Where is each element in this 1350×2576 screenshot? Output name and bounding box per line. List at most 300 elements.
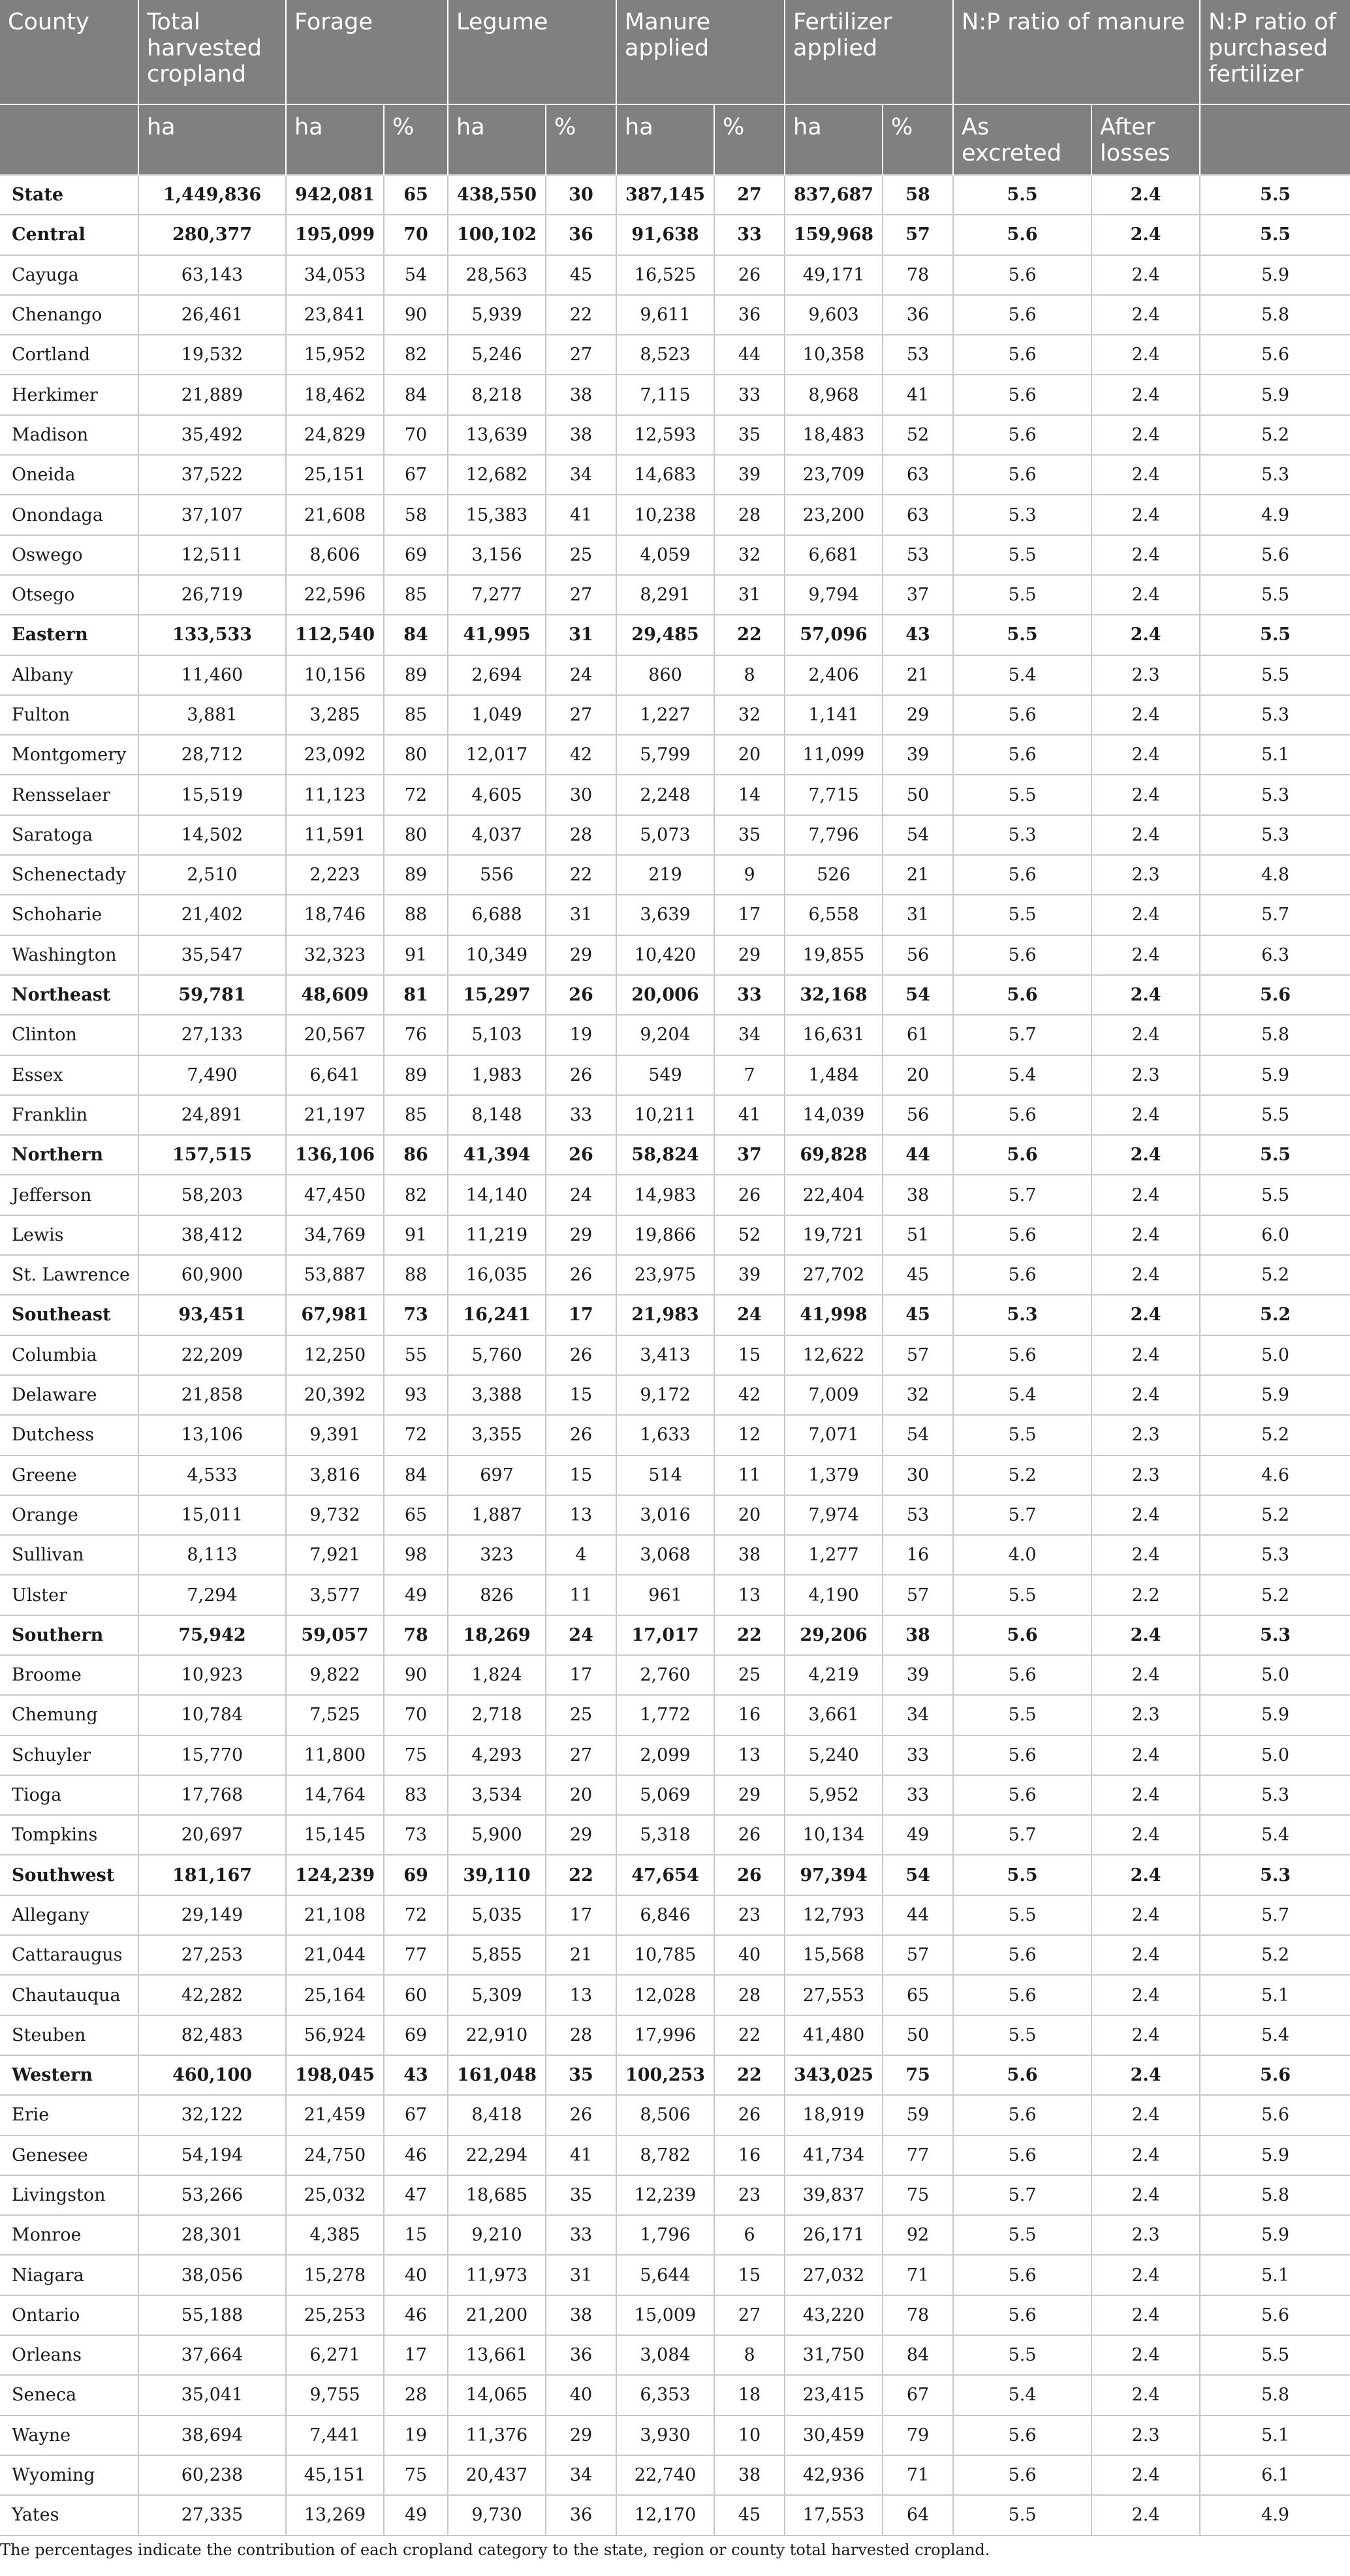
fertilizer-pct-cell: 33 xyxy=(883,1735,953,1775)
manure-pct-cell: 29 xyxy=(714,935,785,975)
legume-ha-cell: 5,900 xyxy=(448,1815,546,1855)
county-cell: Yates xyxy=(0,2495,138,2535)
manure-ha-cell: 8,506 xyxy=(616,2095,714,2135)
np-excreted-cell: 5.6 xyxy=(953,1215,1091,1255)
forage-pct-cell: 84 xyxy=(384,375,448,414)
forage-ha-cell: 11,591 xyxy=(286,815,384,855)
np-fertilizer-cell: 5.8 xyxy=(1200,295,1350,335)
fertilizer-pct-cell: 36 xyxy=(883,295,953,335)
forage-pct-cell: 70 xyxy=(384,415,448,455)
manure-ha-cell: 23,975 xyxy=(616,1255,714,1295)
table-row xyxy=(0,1415,1350,1455)
np-excreted-cell: 5.5 xyxy=(953,1575,1091,1615)
manure-ha-cell: 3,016 xyxy=(616,1495,714,1535)
np-after-losses-cell: 2.4 xyxy=(1091,1855,1200,1895)
manure-pct-cell: 22 xyxy=(714,2015,785,2055)
np-after-losses-cell: 2.4 xyxy=(1091,775,1200,815)
forage-ha-cell: 112,540 xyxy=(286,615,384,655)
county-cell: Orange xyxy=(0,1495,138,1535)
fertilizer-ha-cell: 23,200 xyxy=(785,495,883,535)
forage-pct-cell: 72 xyxy=(384,1895,448,1935)
legume-pct-cell: 29 xyxy=(546,1215,616,1255)
manure-ha-cell: 3,413 xyxy=(616,1335,714,1375)
table-row xyxy=(0,1895,1350,1935)
np-fertilizer-cell: 6.0 xyxy=(1200,1215,1350,1255)
fertilizer-ha-cell: 69,828 xyxy=(785,1135,883,1175)
np-fertilizer-cell: 5.3 xyxy=(1200,1775,1350,1815)
manure-pct-cell: 28 xyxy=(714,1975,785,2015)
county-cell: St. Lawrence xyxy=(0,1255,138,1295)
np-excreted-cell: 5.6 xyxy=(953,695,1091,735)
np-excreted-cell: 5.5 xyxy=(953,2215,1091,2255)
county-cell: Schuyler xyxy=(0,1735,138,1775)
np-fertilizer-cell: 4.9 xyxy=(1200,495,1350,535)
np-fertilizer-cell: 6.1 xyxy=(1200,2455,1350,2495)
manure-pct-cell: 23 xyxy=(714,2175,785,2215)
np-excreted-cell: 5.7 xyxy=(953,1175,1091,1215)
legume-pct-cell: 27 xyxy=(546,575,616,615)
fertilizer-ha-cell: 12,793 xyxy=(785,1895,883,1935)
fertilizer-pct-cell: 77 xyxy=(883,2135,953,2175)
legume-ha-cell: 21,200 xyxy=(448,2295,546,2335)
np-excreted-cell: 5.6 xyxy=(953,375,1091,414)
np-fertilizer-cell: 5.1 xyxy=(1200,2415,1350,2455)
forage-pct-cell: 84 xyxy=(384,615,448,655)
forage-pct-cell: 85 xyxy=(384,695,448,735)
np-after-losses-cell: 2.4 xyxy=(1091,1335,1200,1375)
fertilizer-pct-cell: 49 xyxy=(883,1815,953,1855)
fertilizer-pct-cell: 56 xyxy=(883,935,953,975)
table-row xyxy=(0,1055,1350,1095)
np-after-losses-cell: 2.3 xyxy=(1091,1695,1200,1735)
county-cell: Livingston xyxy=(0,2175,138,2215)
manure-ha-cell: 8,523 xyxy=(616,335,714,375)
manure-ha-cell: 387,145 xyxy=(616,175,714,215)
table-row xyxy=(0,415,1350,455)
legume-ha-cell: 14,065 xyxy=(448,2375,546,2415)
forage-pct-cell: 40 xyxy=(384,2255,448,2295)
county-cell: Orleans xyxy=(0,2335,138,2375)
county-cell: State xyxy=(0,175,138,215)
manure-ha-cell: 4,059 xyxy=(616,535,714,575)
legume-ha-cell: 1,824 xyxy=(448,1655,546,1695)
legume-ha-cell: 14,140 xyxy=(448,1175,546,1215)
fertilizer-pct-cell: 31 xyxy=(883,895,953,935)
np-fertilizer-cell: 5.5 xyxy=(1200,655,1350,695)
np-fertilizer-cell: 5.5 xyxy=(1200,1135,1350,1175)
np-after-losses-cell: 2.4 xyxy=(1091,615,1200,655)
np-excreted-cell: 5.6 xyxy=(953,1335,1091,1375)
forage-ha-cell: 24,829 xyxy=(286,415,384,455)
np-after-losses-cell: 2.4 xyxy=(1091,1135,1200,1175)
fertilizer-ha-cell: 18,483 xyxy=(785,415,883,455)
np-after-losses-cell: 2.4 xyxy=(1091,1375,1200,1415)
np-after-losses-cell: 2.4 xyxy=(1091,1935,1200,1975)
table-row xyxy=(0,375,1350,414)
manure-pct-cell: 33 xyxy=(714,375,785,414)
manure-pct-cell: 23 xyxy=(714,1895,785,1935)
total-ha-cell: 93,451 xyxy=(138,1295,286,1335)
forage-ha-cell: 13,269 xyxy=(286,2495,384,2535)
fertilizer-pct-cell: 75 xyxy=(883,2175,953,2215)
np-after-losses-cell: 2.4 xyxy=(1091,2295,1200,2335)
np-fertilizer-cell: 5.1 xyxy=(1200,2255,1350,2295)
np-fertilizer-cell: 5.9 xyxy=(1200,2215,1350,2255)
manure-pct-cell: 31 xyxy=(714,575,785,615)
legume-ha-cell: 7,277 xyxy=(448,575,546,615)
table-row xyxy=(0,1935,1350,1975)
legume-ha-cell: 5,760 xyxy=(448,1335,546,1375)
total-ha-cell: 75,942 xyxy=(138,1615,286,1655)
fertilizer-pct-cell: 75 xyxy=(883,2055,953,2095)
legume-ha-cell: 13,639 xyxy=(448,415,546,455)
total-ha-cell: 60,238 xyxy=(138,2455,286,2495)
table-row xyxy=(0,1095,1350,1135)
fertilizer-ha-cell: 39,837 xyxy=(785,2175,883,2215)
table-row xyxy=(0,455,1350,495)
legume-ha-cell: 22,294 xyxy=(448,2135,546,2175)
legume-pct-cell: 15 xyxy=(546,1455,616,1495)
fertilizer-ha-cell: 41,480 xyxy=(785,2015,883,2055)
total-ha-cell: 38,412 xyxy=(138,1215,286,1255)
legume-ha-cell: 5,103 xyxy=(448,1015,546,1055)
table-row xyxy=(0,295,1350,335)
legume-pct-cell: 45 xyxy=(546,255,616,295)
forage-ha-cell: 21,108 xyxy=(286,1895,384,1935)
forage-pct-cell: 69 xyxy=(384,535,448,575)
county-cell: Essex xyxy=(0,1055,138,1095)
np-after-losses-cell: 2.4 xyxy=(1091,1495,1200,1535)
total-ha-cell: 54,194 xyxy=(138,2135,286,2175)
forage-pct-cell: 89 xyxy=(384,655,448,695)
legume-pct-cell: 29 xyxy=(546,1815,616,1855)
np-after-losses-cell: 2.3 xyxy=(1091,1455,1200,1495)
manure-ha-cell: 961 xyxy=(616,1575,714,1615)
forage-ha-cell: 3,285 xyxy=(286,695,384,735)
legume-pct-cell: 22 xyxy=(546,855,616,895)
np-excreted-cell: 5.4 xyxy=(953,655,1091,695)
fertilizer-ha-cell: 1,379 xyxy=(785,1455,883,1495)
forage-ha-cell: 3,816 xyxy=(286,1455,384,1495)
total-ha-cell: 1,449,836 xyxy=(138,175,286,215)
legume-ha-cell: 5,939 xyxy=(448,295,546,335)
np-excreted-cell: 5.5 xyxy=(953,1855,1091,1895)
table-row xyxy=(0,2255,1350,2295)
table-row xyxy=(0,1255,1350,1295)
forage-ha-cell: 21,459 xyxy=(286,2095,384,2135)
table-row xyxy=(0,2495,1350,2535)
table-row xyxy=(0,1335,1350,1375)
forage-pct-cell: 80 xyxy=(384,815,448,855)
np-fertilizer-cell: 5.6 xyxy=(1200,535,1350,575)
table-row xyxy=(0,2335,1350,2375)
total-ha-cell: 53,266 xyxy=(138,2175,286,2215)
fertilizer-ha-cell: 17,553 xyxy=(785,2495,883,2535)
table-row xyxy=(0,1735,1350,1775)
table-footnote: The percentages indicate the contribution of each cropland category to the state, region or county total harvested cropland. xyxy=(0,2541,990,2559)
total-ha-cell: 15,519 xyxy=(138,775,286,815)
forage-ha-cell: 21,608 xyxy=(286,495,384,535)
fertilizer-pct-cell: 38 xyxy=(883,1615,953,1655)
total-ha-cell: 15,011 xyxy=(138,1495,286,1535)
legume-ha-cell: 8,218 xyxy=(448,375,546,414)
forage-ha-cell: 22,596 xyxy=(286,575,384,615)
np-after-losses-cell: 2.2 xyxy=(1091,1575,1200,1615)
table-row xyxy=(0,1495,1350,1535)
np-after-losses-cell: 2.4 xyxy=(1091,2455,1200,2495)
forage-ha-cell: 2,223 xyxy=(286,855,384,895)
table-row xyxy=(0,1655,1350,1695)
forage-ha-cell: 15,952 xyxy=(286,335,384,375)
np-excreted-cell: 5.7 xyxy=(953,1495,1091,1535)
total-ha-cell: 26,461 xyxy=(138,295,286,335)
np-fertilizer-cell: 5.3 xyxy=(1200,455,1350,495)
manure-ha-cell: 17,996 xyxy=(616,2015,714,2055)
np-after-losses-cell: 2.4 xyxy=(1091,215,1200,255)
fertilizer-pct-cell: 63 xyxy=(883,495,953,535)
total-ha-cell: 27,253 xyxy=(138,1935,286,1975)
table-row-region xyxy=(0,615,1350,655)
county-cell: Monroe xyxy=(0,2215,138,2255)
np-fertilizer-cell: 5.7 xyxy=(1200,895,1350,935)
legume-pct-cell: 38 xyxy=(546,375,616,414)
fertilizer-pct-cell: 21 xyxy=(883,855,953,895)
legume-ha-cell: 9,730 xyxy=(448,2495,546,2535)
total-ha-cell: 59,781 xyxy=(138,975,286,1015)
np-fertilizer-cell: 5.6 xyxy=(1200,2295,1350,2335)
table-row xyxy=(0,335,1350,375)
forage-ha-cell: 4,385 xyxy=(286,2215,384,2255)
forage-ha-cell: 9,732 xyxy=(286,1495,384,1535)
forage-pct-cell: 73 xyxy=(384,1815,448,1855)
fertilizer-ha-cell: 22,404 xyxy=(785,1175,883,1215)
np-after-losses-cell: 2.4 xyxy=(1091,1215,1200,1255)
table-row-region xyxy=(0,1295,1350,1335)
manure-ha-cell: 5,644 xyxy=(616,2255,714,2295)
legume-ha-cell: 1,049 xyxy=(448,695,546,735)
legume-pct-cell: 26 xyxy=(546,1335,616,1375)
np-excreted-cell: 5.5 xyxy=(953,535,1091,575)
legume-ha-cell: 6,688 xyxy=(448,895,546,935)
legume-ha-cell: 3,534 xyxy=(448,1775,546,1815)
np-after-losses-cell: 2.4 xyxy=(1091,455,1200,495)
legume-pct-cell: 41 xyxy=(546,495,616,535)
np-after-losses-cell: 2.4 xyxy=(1091,295,1200,335)
forage-ha-cell: 7,525 xyxy=(286,1695,384,1735)
np-after-losses-cell: 2.4 xyxy=(1091,1175,1200,1215)
fertilizer-ha-cell: 26,171 xyxy=(785,2215,883,2255)
fertilizer-ha-cell: 27,553 xyxy=(785,1975,883,2015)
manure-pct-cell: 22 xyxy=(714,2055,785,2095)
np-fertilizer-cell: 5.3 xyxy=(1200,695,1350,735)
legume-ha-cell: 4,037 xyxy=(448,815,546,855)
forage-pct-cell: 60 xyxy=(384,1975,448,2015)
subheader-unit-ha: ha xyxy=(286,104,384,175)
forage-pct-cell: 85 xyxy=(384,1095,448,1135)
forage-ha-cell: 25,032 xyxy=(286,2175,384,2215)
np-after-losses-cell: 2.4 xyxy=(1091,2135,1200,2175)
fertilizer-ha-cell: 14,039 xyxy=(785,1095,883,1135)
forage-pct-cell: 49 xyxy=(384,2495,448,2535)
np-excreted-cell: 5.5 xyxy=(953,175,1091,215)
county-cell: Tompkins xyxy=(0,1815,138,1855)
legume-ha-cell: 5,246 xyxy=(448,335,546,375)
np-excreted-cell: 5.6 xyxy=(953,255,1091,295)
np-fertilizer-cell: 5.3 xyxy=(1200,815,1350,855)
total-ha-cell: 37,522 xyxy=(138,455,286,495)
table-row xyxy=(0,2135,1350,2175)
forage-pct-cell: 43 xyxy=(384,2055,448,2095)
np-fertilizer-cell: 5.2 xyxy=(1200,1295,1350,1335)
forage-ha-cell: 7,921 xyxy=(286,1535,384,1575)
manure-pct-cell: 38 xyxy=(714,1535,785,1575)
manure-pct-cell: 12 xyxy=(714,1415,785,1455)
np-after-losses-cell: 2.3 xyxy=(1091,2215,1200,2255)
forage-ha-cell: 45,151 xyxy=(286,2455,384,2495)
forage-pct-cell: 70 xyxy=(384,215,448,255)
legume-pct-cell: 26 xyxy=(546,1415,616,1455)
np-fertilizer-cell: 5.8 xyxy=(1200,1015,1350,1055)
fertilizer-ha-cell: 6,558 xyxy=(785,895,883,935)
fertilizer-ha-cell: 1,277 xyxy=(785,1535,883,1575)
fertilizer-ha-cell: 837,687 xyxy=(785,175,883,215)
total-ha-cell: 3,881 xyxy=(138,695,286,735)
fertilizer-pct-cell: 78 xyxy=(883,255,953,295)
table-row xyxy=(0,1215,1350,1255)
forage-pct-cell: 78 xyxy=(384,1615,448,1655)
np-excreted-cell: 5.5 xyxy=(953,2015,1091,2055)
forage-pct-cell: 77 xyxy=(384,1935,448,1975)
manure-ha-cell: 9,204 xyxy=(616,1015,714,1055)
county-cell: Clinton xyxy=(0,1015,138,1055)
subheader-unit-ha: ha xyxy=(785,104,883,175)
total-ha-cell: 13,106 xyxy=(138,1415,286,1455)
subheader-blank xyxy=(0,104,138,175)
forage-ha-cell: 56,924 xyxy=(286,2015,384,2055)
fertilizer-pct-cell: 78 xyxy=(883,2295,953,2335)
legume-pct-cell: 34 xyxy=(546,455,616,495)
table-row xyxy=(0,2375,1350,2415)
legume-ha-cell: 1,983 xyxy=(448,1055,546,1095)
manure-ha-cell: 8,782 xyxy=(616,2135,714,2175)
forage-pct-cell: 67 xyxy=(384,455,448,495)
legume-ha-cell: 4,605 xyxy=(448,775,546,815)
fertilizer-pct-cell: 59 xyxy=(883,2095,953,2135)
table-row xyxy=(0,695,1350,735)
fertilizer-ha-cell: 43,220 xyxy=(785,2295,883,2335)
county-cell: Greene xyxy=(0,1455,138,1495)
fertilizer-ha-cell: 10,358 xyxy=(785,335,883,375)
forage-pct-cell: 69 xyxy=(384,2015,448,2055)
np-after-losses-cell: 2.4 xyxy=(1091,575,1200,615)
forage-pct-cell: 72 xyxy=(384,1415,448,1455)
manure-ha-cell: 1,227 xyxy=(616,695,714,735)
forage-ha-cell: 10,156 xyxy=(286,655,384,695)
fertilizer-ha-cell: 32,168 xyxy=(785,975,883,1015)
np-after-losses-cell: 2.4 xyxy=(1091,1975,1200,2015)
manure-ha-cell: 5,069 xyxy=(616,1775,714,1815)
manure-pct-cell: 16 xyxy=(714,2135,785,2175)
legume-pct-cell: 21 xyxy=(546,1935,616,1975)
np-excreted-cell: 5.6 xyxy=(953,2095,1091,2135)
county-cell: Allegany xyxy=(0,1895,138,1935)
np-after-losses-cell: 2.4 xyxy=(1091,1255,1200,1295)
fertilizer-ha-cell: 12,622 xyxy=(785,1335,883,1375)
np-fertilizer-cell: 5.3 xyxy=(1200,1855,1350,1895)
table-row xyxy=(0,2415,1350,2455)
forage-ha-cell: 9,822 xyxy=(286,1655,384,1695)
legume-ha-cell: 8,148 xyxy=(448,1095,546,1135)
manure-pct-cell: 26 xyxy=(714,1855,785,1895)
fertilizer-pct-cell: 58 xyxy=(883,175,953,215)
fertilizer-pct-cell: 43 xyxy=(883,615,953,655)
forage-ha-cell: 21,197 xyxy=(286,1095,384,1135)
legume-pct-cell: 31 xyxy=(546,2255,616,2295)
manure-ha-cell: 5,799 xyxy=(616,735,714,775)
legume-ha-cell: 16,241 xyxy=(448,1295,546,1335)
table-row xyxy=(0,1575,1350,1615)
manure-pct-cell: 37 xyxy=(714,1135,785,1175)
county-cell: Oswego xyxy=(0,535,138,575)
forage-pct-cell: 88 xyxy=(384,1255,448,1295)
manure-ha-cell: 9,611 xyxy=(616,295,714,335)
county-cell: Albany xyxy=(0,655,138,695)
manure-pct-cell: 32 xyxy=(714,535,785,575)
np-excreted-cell: 5.6 xyxy=(953,2455,1091,2495)
legume-ha-cell: 438,550 xyxy=(448,175,546,215)
np-fertilizer-cell: 5.4 xyxy=(1200,1815,1350,1855)
manure-ha-cell: 14,983 xyxy=(616,1175,714,1215)
county-cell: Rensselaer xyxy=(0,775,138,815)
fertilizer-ha-cell: 31,750 xyxy=(785,2335,883,2375)
legume-pct-cell: 36 xyxy=(546,2495,616,2535)
fertilizer-ha-cell: 15,568 xyxy=(785,1935,883,1975)
county-cell: Broome xyxy=(0,1655,138,1695)
fertilizer-ha-cell: 2,406 xyxy=(785,655,883,695)
county-cell: Fulton xyxy=(0,695,138,735)
county-cell: Wyoming xyxy=(0,2455,138,2495)
np-after-losses-cell: 2.4 xyxy=(1091,1735,1200,1775)
np-after-losses-cell: 2.4 xyxy=(1091,2015,1200,2055)
forage-ha-cell: 25,151 xyxy=(286,455,384,495)
total-ha-cell: 10,923 xyxy=(138,1655,286,1695)
fertilizer-ha-cell: 16,631 xyxy=(785,1015,883,1055)
legume-ha-cell: 5,035 xyxy=(448,1895,546,1935)
county-cell: Northeast xyxy=(0,975,138,1015)
np-fertilizer-cell: 5.6 xyxy=(1200,2095,1350,2135)
table-row xyxy=(0,1535,1350,1575)
table-row-region xyxy=(0,2055,1350,2095)
fertilizer-ha-cell: 23,709 xyxy=(785,455,883,495)
fertilizer-pct-cell: 34 xyxy=(883,1695,953,1735)
forage-pct-cell: 73 xyxy=(384,1295,448,1335)
np-after-losses-cell: 2.4 xyxy=(1091,1295,1200,1335)
np-after-losses-cell: 2.4 xyxy=(1091,1815,1200,1855)
forage-pct-cell: 91 xyxy=(384,935,448,975)
forage-pct-cell: 75 xyxy=(384,2455,448,2495)
manure-ha-cell: 12,239 xyxy=(616,2175,714,2215)
forage-ha-cell: 25,253 xyxy=(286,2295,384,2335)
table-row xyxy=(0,2095,1350,2135)
legume-pct-cell: 25 xyxy=(546,1695,616,1735)
np-after-losses-cell: 2.4 xyxy=(1091,535,1200,575)
manure-ha-cell: 100,253 xyxy=(616,2055,714,2095)
county-cell: Oneida xyxy=(0,455,138,495)
np-fertilizer-cell: 5.6 xyxy=(1200,975,1350,1015)
fertilizer-ha-cell: 4,219 xyxy=(785,1655,883,1695)
manure-pct-cell: 8 xyxy=(714,2335,785,2375)
county-cell: Southwest xyxy=(0,1855,138,1895)
